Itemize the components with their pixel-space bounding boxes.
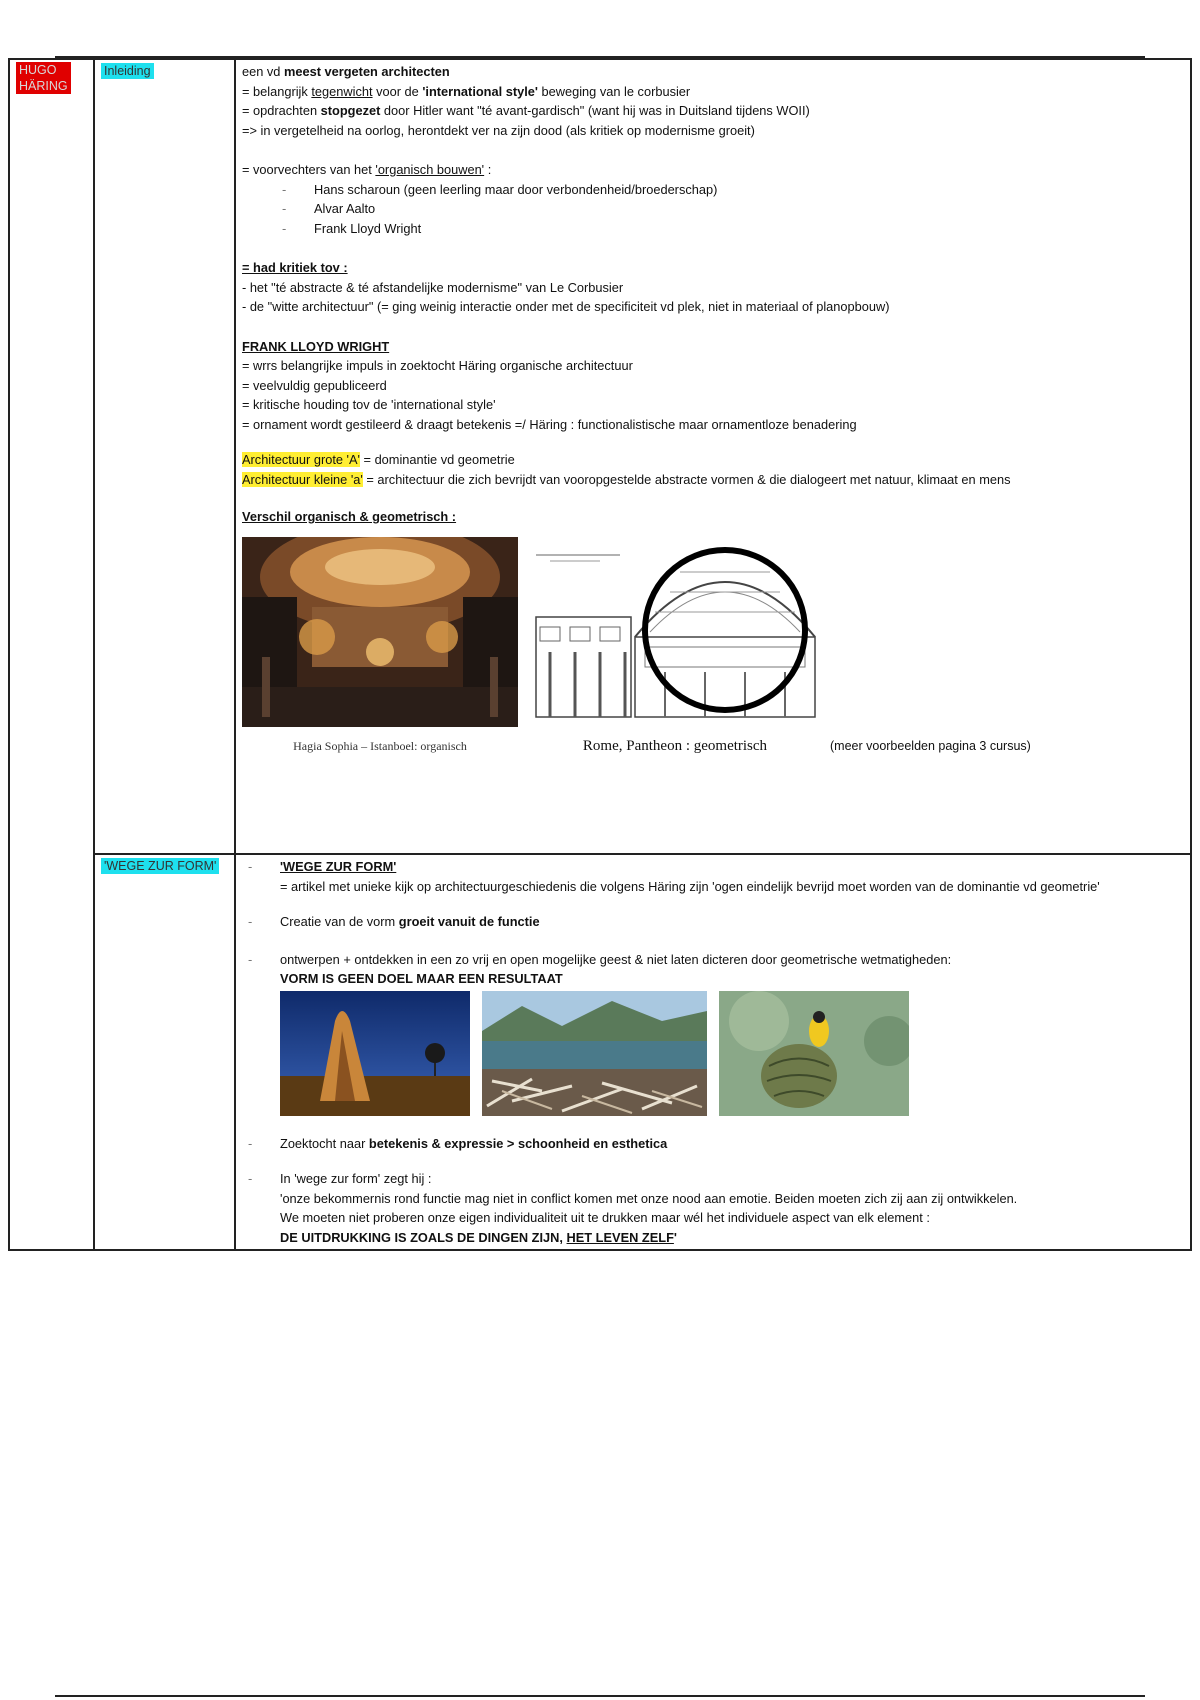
verschil-heading: Verschil organisch & geometrisch : — [242, 509, 457, 524]
pantheon-section-drawing — [530, 537, 830, 727]
arch-big-a: Architectuur grote 'A' = dominantie vd geometrie — [242, 452, 515, 467]
comparison-images — [242, 537, 1184, 727]
content-cell-inleiding — [235, 59, 1191, 854]
flw-line: = wrrs belangrijke impuls in zoektocht Häring organische architectuur — [242, 358, 633, 373]
notes-table — [8, 58, 1192, 1251]
beaver-dam-photo — [482, 991, 707, 1116]
list-item: - Creatie van de vorm groeit vanuit de functie — [242, 912, 1184, 950]
list-item: - In 'wege zur form' zegt hij : 'onze bekommernis rond functie mag niet in conflict komen met onze nood aan emotie. Beiden moeten zich zij aan zij ontwikkelen. We moeten niet proberen onze eigen individualiteit uit te drukken maar wél het individuele aspect van elk element : DE UITDRUKKING IS ZOALS DE DINGEN ZIJN, HET LEVEN ZELF' — [242, 1169, 1184, 1247]
intro-line: => in vergetelheid na oorlog, herontdekt ver na zijn dood (als kritiek op modernisme groeit) — [242, 122, 755, 138]
caption-more-examples: (meer voorbeelden pagina 3 cursus) — [830, 738, 1031, 753]
nature-images — [280, 991, 1184, 1116]
hagia-sophia-photo — [242, 537, 518, 727]
caption-hagia-sophia: Hagia Sophia – Istanboel: organisch — [293, 738, 467, 753]
termite-mound-photo — [280, 991, 470, 1116]
list-item: - Zoektocht naar betekenis & expressie > schoonheid en esthetica — [242, 1134, 1184, 1170]
list-item: - ontwerpen + ontdekken in een zo vrij en open mogelijke geest & niet laten dicteren door geometrische wetmatigheden: VORM IS GEEN DOEL MAAR EEN RESULTAAT — [242, 950, 1184, 1134]
topic-tag-inleiding: Inleiding — [101, 63, 154, 79]
list-item: - Frank Lloyd Wright — [282, 219, 1184, 239]
arch-small-a: Architectuur kleine 'a' = architectuur die zich bevrijdt van vooropgestelde abstracte vormen & die dialogeert met natuur, klimaat en mens — [242, 471, 1011, 487]
wege-bullets — [242, 857, 1184, 1247]
content-cell-wege-zur-form — [235, 854, 1191, 1250]
flw-line: = kritische houding tov de 'international style' — [242, 397, 496, 412]
comparison-captions — [242, 737, 1184, 757]
critique-line: - het "té abstracte & té afstandelijke modernisme" van Le Corbusier — [242, 279, 624, 295]
caption-pantheon: Rome, Pantheon : geometrisch — [582, 737, 768, 754]
list-item: - Hans scharoun (geen leerling maar door verbondenheid/broederschap) — [282, 180, 1184, 200]
intro-line: = belangrijk tegenwicht voor de 'international style' beweging van le corbusier — [242, 83, 691, 99]
weaver-bird-nest-photo — [719, 991, 909, 1116]
flw-heading: FRANK LLOYD WRIGHT — [242, 338, 390, 354]
topic-cell — [94, 854, 235, 1250]
organic-lead: = voorvechters van het 'organisch bouwen' : — [242, 162, 492, 177]
table-row — [9, 59, 1191, 854]
list-item: - Alvar Aalto — [282, 199, 1184, 219]
bottom-rule — [55, 1695, 1145, 1697]
intro-line: een vd meest vergeten architecten — [242, 64, 450, 79]
name-cell — [9, 59, 94, 1250]
table-row — [9, 854, 1191, 1250]
list-item: - 'WEGE ZUR FORM' = artikel met unieke kijk op architectuurgeschiedenis die volgens Häring zijn 'ogen eindelijk bevrijd moet worden van de dominantie vd geometrie' — [242, 857, 1184, 912]
flw-line: = ornament wordt gestileerd & draagt betekenis =/ Häring : functionalistische maar ornamentloze benadering — [242, 416, 857, 432]
organic-list — [242, 180, 1184, 239]
architect-name-tag: HUGO HÄRING — [16, 62, 71, 94]
intro-line: = opdrachten stopgezet door Hitler want "té avant-gardisch" (want hij was in Duitsland tijdens WOII) — [242, 103, 810, 118]
topic-tag-wege-zur-form: 'WEGE ZUR FORM' — [101, 858, 219, 874]
critique-heading: = had kritiek tov : — [242, 260, 348, 275]
topic-cell — [94, 59, 235, 854]
critique-line: - de "witte architectuur" (= ging weinig interactie onder met de specificiteit vd plek, niet in materiaal of planopbouw) — [242, 299, 890, 314]
flw-line: = veelvuldig gepubliceerd — [242, 377, 387, 393]
